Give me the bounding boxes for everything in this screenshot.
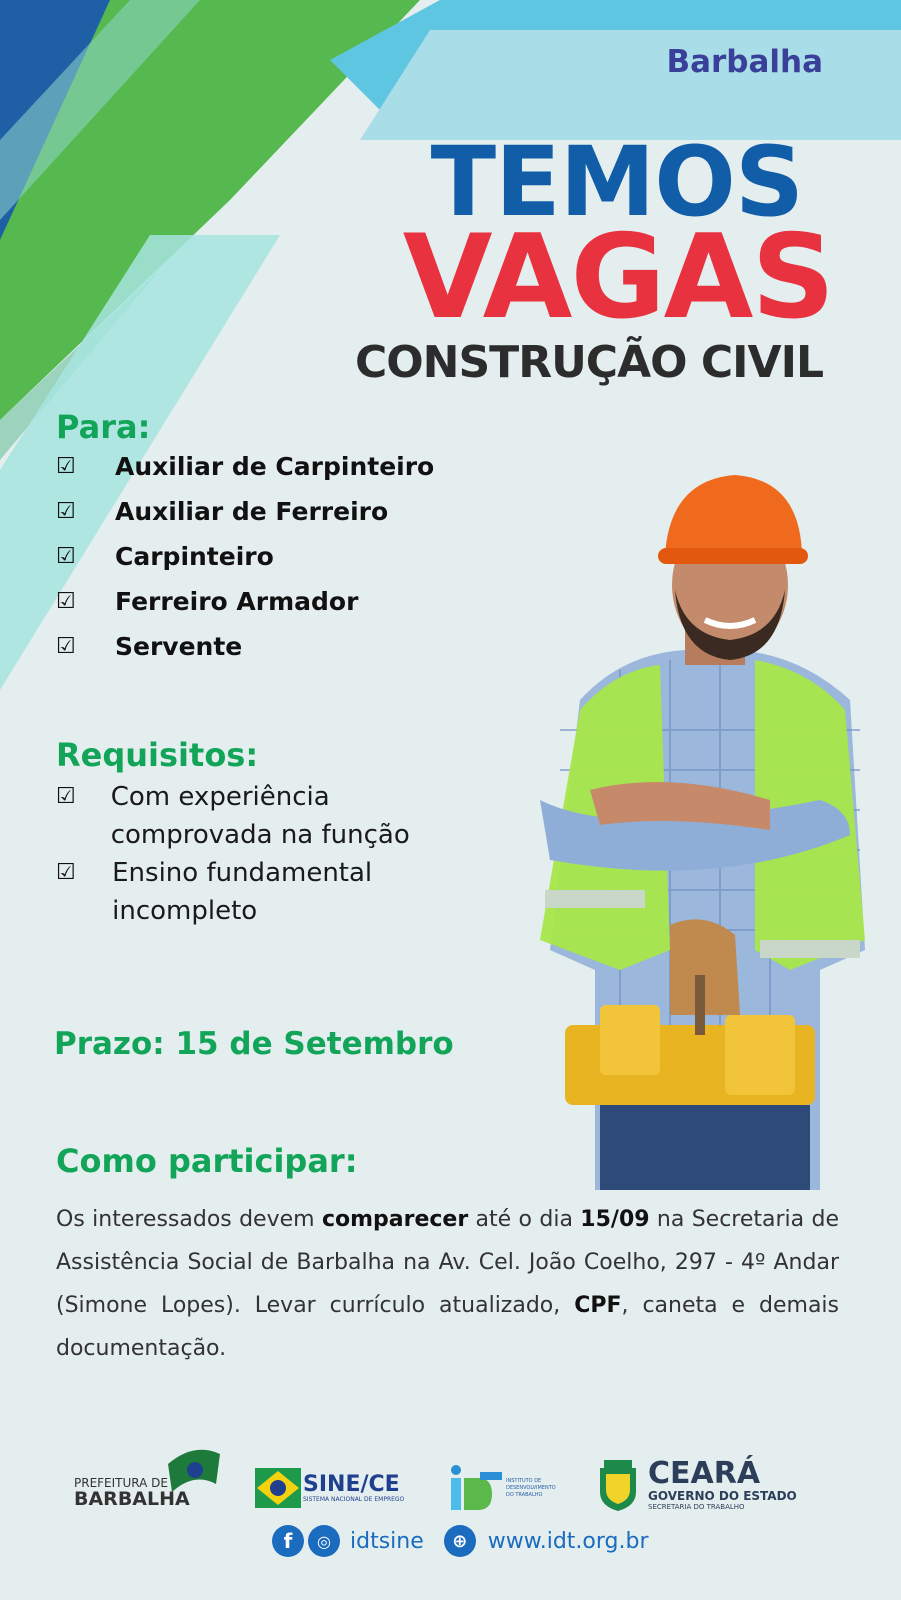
idt-logo: INSTITUTO DE DESENVOLVIMENTO DO TRABALHO (448, 1464, 558, 1512)
flag-icon (166, 1448, 222, 1494)
website-link[interactable]: www.idt.org.br (487, 1528, 649, 1554)
list-item: ☑ Ferreiro Armador (56, 587, 359, 616)
sector-title: CONSTRUÇÃO CIVIL (354, 337, 823, 388)
vacancy-list (56, 444, 434, 669)
social-links (272, 1525, 649, 1557)
headline-vagas: VAGAS (402, 210, 833, 345)
checkbox-icon: ☑ (56, 860, 76, 885)
requirement-list (56, 778, 476, 930)
brazil-flag-icon (255, 1468, 301, 1508)
list-item: ☑ Servente (56, 632, 243, 661)
partner-logos (0, 1450, 901, 1520)
checkbox-icon: ☑ (56, 454, 76, 479)
social-handle[interactable]: idtsine (350, 1528, 424, 1554)
checkbox-icon: ☑ (56, 784, 76, 809)
list-item: ☑ Ensino fundamental incompleto (56, 854, 476, 930)
list-item: ☑ Com experiência comprovada na função (56, 778, 476, 854)
list-item: ☑ Carpinteiro (56, 542, 274, 571)
prefeitura-logo: PREFEITURA DE BARBALHA (74, 1476, 190, 1508)
how-to-title: Como participar: (56, 1142, 358, 1180)
hardhat-worker-image (520, 470, 890, 1210)
city-name: Barbalha (666, 44, 823, 80)
instagram-icon[interactable]: ◎ (308, 1525, 340, 1557)
globe-icon[interactable]: ⊕ (444, 1525, 476, 1557)
vacancies-title: Para: (56, 408, 151, 446)
checkbox-icon: ☑ (56, 634, 76, 659)
idt-mark-icon (448, 1464, 504, 1512)
sine-logo: SINE/CE SISTEMA NACIONAL DE EMPREGO (255, 1468, 404, 1508)
requirements-title: Requisitos: (56, 736, 259, 774)
ceara-coat-of-arms-icon (596, 1458, 640, 1512)
checkbox-icon: ☑ (56, 589, 76, 614)
checkbox-icon: ☑ (56, 499, 76, 524)
how-to-description: Os interessados devem comparecer até o dia 15/09 na Secretaria de Assistência Social de Barbalha na Av. Cel. João Coelho, 297 - 4º Andar (Simone Lopes). Levar currículo atualizado, CPF, caneta e demais documentação. (56, 1207, 839, 1361)
headline-temos: TEMOS (430, 126, 803, 238)
checkbox-icon: ☑ (56, 544, 76, 569)
facebook-icon[interactable]: f (272, 1525, 304, 1557)
list-item: ☑ Auxiliar de Carpinteiro (56, 452, 435, 481)
deadline: Prazo: 15 de Setembro (54, 1026, 454, 1062)
ceara-logo: CEARÁ GOVERNO DO ESTADO SECRETARIA DO TRABALHO (596, 1458, 797, 1512)
list-item: ☑ Auxiliar de Ferreiro (56, 497, 389, 526)
